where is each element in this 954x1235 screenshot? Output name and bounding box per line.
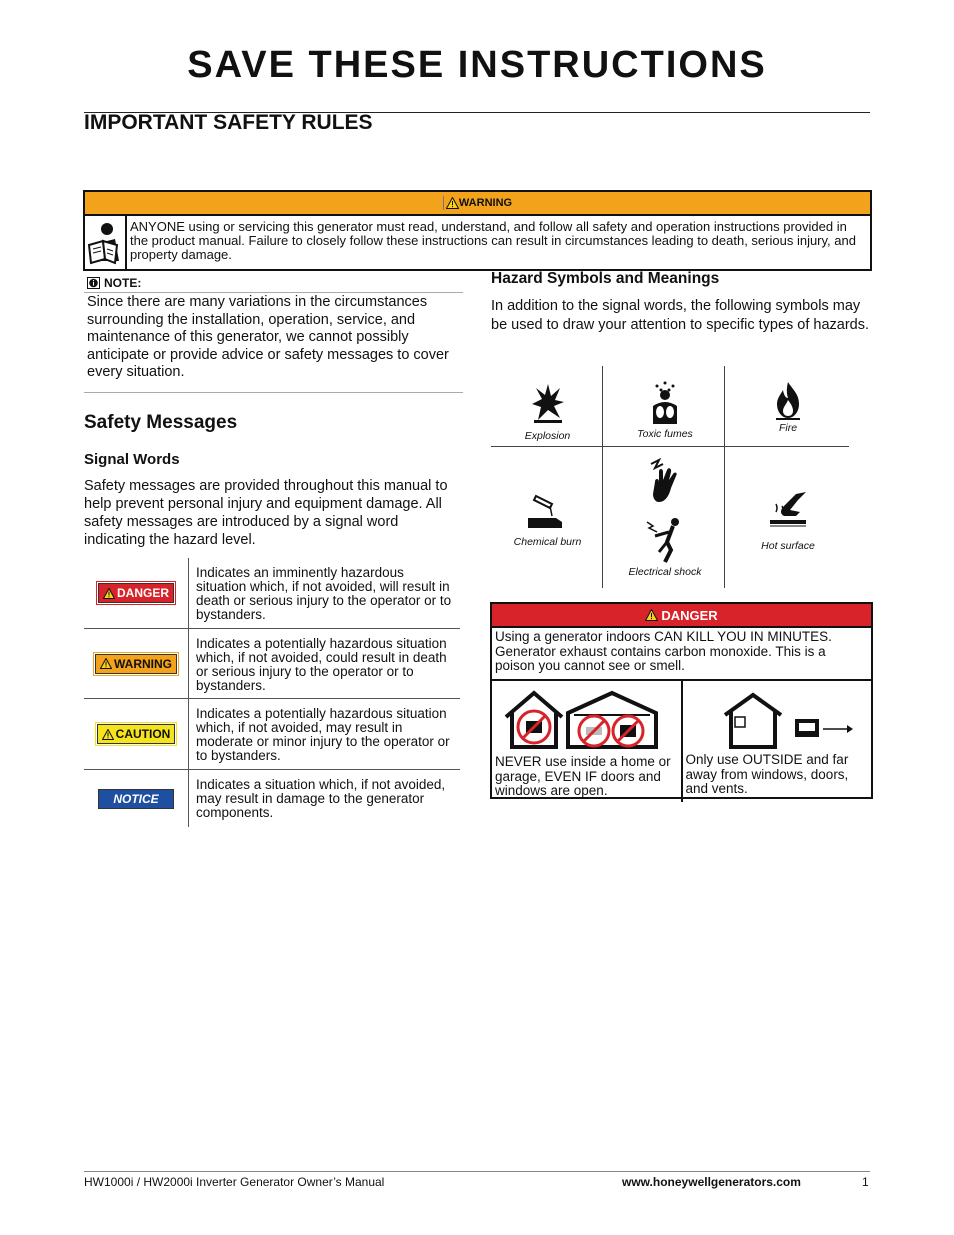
hazard-label: Fire (778, 422, 798, 434)
section-title: IMPORTANT SAFETY RULES (84, 111, 373, 134)
hazard-label: Explosion (524, 430, 571, 442)
warning-badge (95, 654, 177, 674)
explosion-icon (530, 380, 566, 424)
electrical-shock-icon (645, 516, 685, 564)
read-manual-cell (85, 216, 127, 269)
badge-label: DANGER (116, 586, 169, 600)
signal-words-text: Safety messages are provided throughout this manual to help prevent personal injury and equipment damage. All safety messages are introduced by a signal word indicating the hazard level. (84, 478, 448, 548)
danger-text: Using a generator indoors CAN KILL YOU IN MINUTES. Generator exhaust contains carbon monoxide. This is a poison you cannot see or smell. (492, 628, 871, 681)
info-icon (87, 277, 100, 289)
hazard-label: Chemical burn (513, 536, 582, 548)
indoor-prohibited-panel (492, 681, 681, 802)
page-title: SAVE THESE INSTRUCTIONS (187, 44, 767, 86)
toxic-fumes-icon (645, 380, 685, 424)
danger-badge (98, 583, 174, 603)
hazard-symbols-text: In addition to the signal words, the following symbols may be used to draw your attention to specific types of hazards. (491, 298, 870, 333)
outdoor-use-icon (723, 691, 863, 751)
badge-cell (84, 699, 189, 769)
table-row (84, 699, 460, 770)
badge-cell (84, 629, 189, 698)
read-manual-icon (85, 221, 125, 265)
warning-triangle-icon (102, 729, 114, 740)
badge-description: Indicates a situation which, if not avoided, may result in damage to the generator components. (196, 777, 446, 820)
hot-surface-icon (766, 490, 810, 532)
outdoor-use-panel (681, 681, 872, 802)
warning-triangle-icon (446, 197, 459, 209)
warning-header (85, 192, 870, 216)
warning-triangle-icon (100, 658, 112, 669)
hazard-chemical-burn (505, 492, 590, 548)
badge-description: Indicates an imminently hazardous situation which, if not avoided, will result in death or serious injury to the operator or to bystanders. (196, 565, 452, 622)
warning-triangle-icon (103, 588, 115, 599)
badge-description: Indicates a potentially hazardous situation which, if not avoided, may result in moderate or minor injury to the operator or to bystanders. (196, 706, 450, 763)
outdoor-caption: Only use OUTSIDE and far away from windows, doors, and vents. (685, 752, 849, 796)
hazard-electrical-shock (622, 458, 708, 578)
footer-url: www.honeywellgenerators.com (622, 1175, 801, 1189)
badge-description: Indicates a potentially hazardous situation which, if not avoided, could result in death or serious injury to the operator or to bystanders. (196, 636, 447, 693)
hand-shock-icon (645, 458, 685, 504)
grid-line (491, 446, 849, 447)
notice-badge: NOTICE (98, 789, 173, 809)
hazard-label: Toxic fumes (637, 428, 693, 440)
note-divider-top (84, 292, 463, 293)
danger-header (492, 604, 871, 628)
chemical-burn-icon (526, 492, 570, 532)
badge-label: WARNING (114, 656, 172, 671)
badge-cell (84, 558, 189, 628)
caution-badge (97, 724, 176, 744)
footer-manual-title: HW1000i / HW2000i Inverter Generator Owner’s Manual (84, 1175, 385, 1189)
safety-messages-heading: Safety Messages (84, 412, 238, 433)
table-row (84, 629, 460, 699)
grid-line (724, 366, 725, 588)
hazard-label: Hot surface (761, 540, 815, 552)
danger-label: DANGER (661, 607, 718, 623)
no-indoor-use-icon (500, 687, 670, 751)
signal-words-heading: Signal Words (84, 451, 180, 468)
note-divider-bottom (84, 392, 463, 393)
warning-triangle-icon (645, 609, 658, 621)
signal-words-table (84, 558, 460, 827)
note-label-row (87, 276, 141, 290)
warning-box (83, 190, 872, 271)
fire-icon (773, 380, 803, 420)
table-row (84, 558, 460, 629)
hazard-hot-surface (748, 490, 828, 552)
note-label: NOTE: (104, 276, 142, 290)
table-row (84, 770, 460, 827)
note-text: Since there are many variations in the circumstances surrounding the installation, operation, service, and maintenance of this generator, we cannot possibly anticipate or provide advice or safety messages to cover every situation. (87, 294, 449, 380)
grid-line (602, 366, 603, 588)
hazard-explosion (505, 380, 590, 442)
divider (443, 196, 444, 210)
danger-box (490, 602, 873, 799)
warning-text: ANYONE using or servicing this generator must read, understand, and follow all safety and operation instructions provided in the product manual. Failure to closely follow these instructions can result in circumstances leading to death, serious injury, and property damage. (130, 219, 856, 262)
page-number: 1 (862, 1175, 869, 1189)
hazard-fire (748, 380, 828, 434)
badge-label: CAUTION (115, 727, 171, 741)
hazard-symbols-heading: Hazard Symbols and Meanings (491, 270, 720, 287)
indoor-caption: NEVER use inside a home or garage, EVEN IF doors and windows are open. (495, 754, 671, 798)
hazard-label: Electrical shock (628, 566, 702, 578)
footer-divider (84, 1171, 870, 1172)
warning-label: WARNING (458, 197, 513, 209)
badge-cell (84, 770, 189, 827)
hazard-toxic-fumes (622, 380, 708, 440)
